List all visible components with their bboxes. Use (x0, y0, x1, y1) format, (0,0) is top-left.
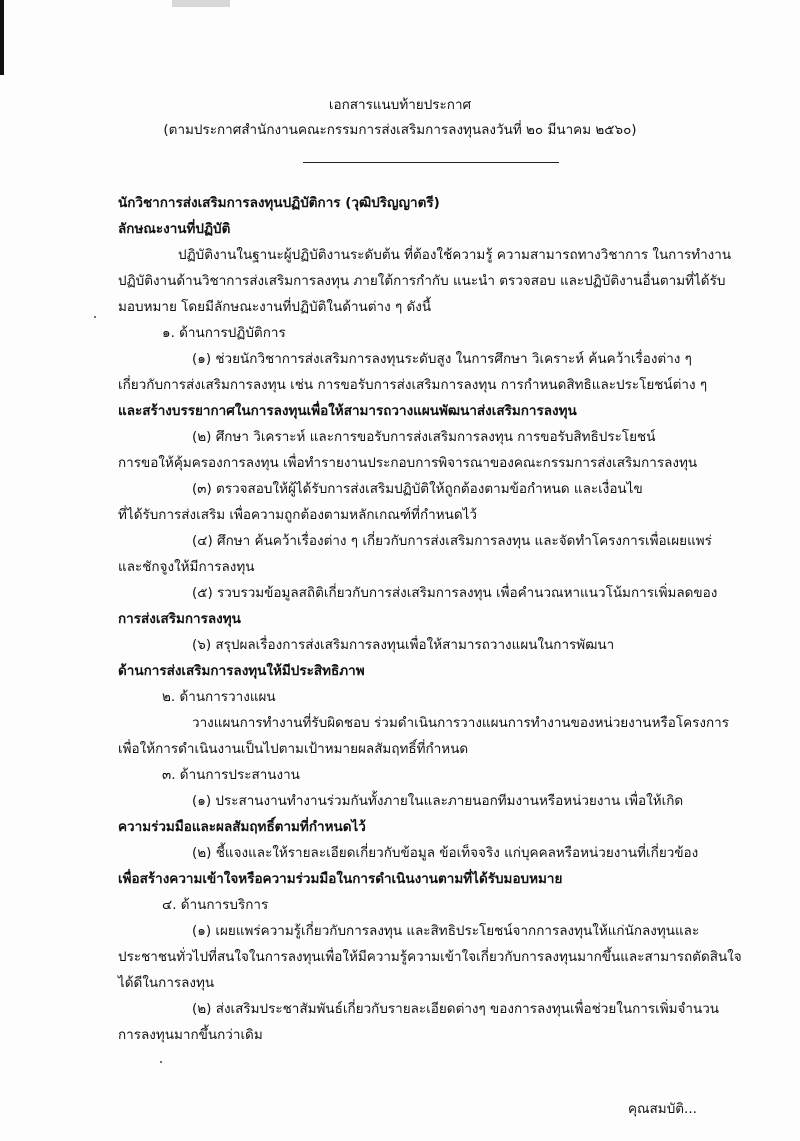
item-line: ที่ได้รับการส่งเสริม เพื่อความถูกต้องตามหลักเกณฑ์ที่กำหนดไว้ (118, 507, 477, 523)
item-line: ความร่วมมือและผลสัมฤทธิ์ตามที่กำหนดไว้ (118, 819, 366, 835)
section-heading: ๓. ด้านการประสานงาน (162, 767, 300, 783)
scan-speck (160, 1061, 162, 1063)
item-line: เพื่อให้การดำเนินงานเป็นไปตามเป้าหมายผลสัมฤทธิ์ที่กำหนด (118, 741, 469, 757)
intro-line: มอบหมาย โดยมีลักษณะงานที่ปฏิบัติในด้านต่าง ๆ ดังนี้ (118, 299, 432, 315)
item-line: (๒) ส่งเสริมประชาสัมพันธ์เกี่ยวกับรายละเอียดต่างๆ ของการลงทุนเพื่อช่วยในการเพิ่มจำนวน (192, 1001, 720, 1017)
item-line: (๑) เผยแพร่ความรู้เกี่ยวกับการลงทุน และสิทธิประโยชน์จากการลงทุนให้แก่นักลงทุนและ (192, 923, 700, 939)
item-line: เพื่อสร้างความเข้าใจหรือความร่วมมือในการดำเนินงานตามที่ได้รับมอบหมาย (118, 871, 563, 887)
item-line: (๖) สรุปผลเรื่องการส่งเสริมการลงทุนเพื่อให้สามารถวางแผนในการพัฒนา (192, 637, 615, 653)
item-line: วางแผนการทำงานที่รับผิดชอบ ร่วมดำเนินการวางแผนการทำงานของหน่วยงานหรือโครงการ (192, 715, 729, 731)
item-line: ประชาชนทั่วไปที่สนใจในการลงทุนเพื่อให้มีความรู้ความเข้าใจเกี่ยวกับการลงทุนมากขึ้นและสามารถตัดสินใจ (118, 949, 742, 965)
item-line: ได้ดีในการลงทุน (118, 975, 215, 991)
document-title: เอกสารแนบท้ายประกาศ (328, 97, 472, 113)
item-line: การส่งเสริมการลงทุน (118, 611, 241, 627)
duties-heading: ลักษณะงานที่ปฏิบัติ (118, 221, 231, 237)
item-line: ด้านการส่งเสริมการลงทุนให้มีประสิทธิภาพ (118, 663, 365, 679)
item-line: การลงทุนมากขึ้นกว่าเดิม (118, 1027, 263, 1043)
title-divider (303, 162, 559, 163)
continuation-note: คุณสมบัติ... (628, 1101, 697, 1117)
item-line: เกี่ยวกับการส่งเสริมการลงทุน เช่น การขอรับการส่งเสริมการลงทุน การกำหนดสิทธิและประโยชน์ต่าง ๆ (118, 377, 708, 393)
item-line: และชักจูงให้มีการลงทุน (118, 559, 255, 575)
item-line: (๒) ศึกษา วิเคราะห์ และการขอรับการส่งเสริมการลงทุน การขอรับสิทธิประโยชน์ (192, 429, 656, 445)
document-subtitle: (ตามประกาศสำนักงานคณะกรรมการส่งเสริมการลงทุนลงวันที่ ๒๐ มีนาคม ๒๕๖๐) (163, 122, 637, 138)
item-line: (๔) ศึกษา ค้นคว้าเรื่องต่าง ๆ เกี่ยวกับการส่งเสริมการลงทุน และจัดทำโครงการเพื่อเผยแพร่ (192, 533, 712, 549)
section-heading: ๔. ด้านการบริการ (162, 897, 269, 913)
item-line: การขอให้คุ้มครองการลงทุน เพื่อทำรายงานประกอบการพิจารณาของคณะกรรมการส่งเสริมการลงทุน (118, 455, 698, 471)
section-heading: ๒. ด้านการวางแผน (162, 689, 276, 705)
scan-speck (94, 316, 96, 318)
item-line: (๕) รวบรวมข้อมูลสถิติเกี่ยวกับการส่งเสริมการลงทุน เพื่อคำนวณหาแนวโน้มการเพิ่มลดของ (192, 585, 718, 601)
intro-line: ปฏิบัติงานในฐานะผู้ปฏิบัติงานระดับต้น ที่ต้องใช้ความรู้ ความสามารถทางวิชาการ ในการทำงาน (178, 247, 732, 263)
intro-line: ปฏิบัติงานด้านวิชาการส่งเสริมการลงทุน ภายใต้การกำกับ แนะนำ ตรวจสอบ และปฏิบัติงานอื่นตามที่ได้รับ (118, 273, 726, 289)
item-line: และสร้างบรรยากาศในการลงทุนเพื่อให้สามารถวางแผนพัฒนาส่งเสริมการลงทุน (118, 403, 577, 419)
item-line: (๒) ชี้แจงและให้รายละเอียดเกี่ยวกับข้อมูล ข้อเท็จจริง แก่บุคคลหรือหน่วยงานที่เกี่ยวข้อง (192, 845, 699, 861)
section-heading: ๑. ด้านการปฏิบัติการ (162, 325, 286, 341)
position-title: นักวิชาการส่งเสริมการลงทุนปฏิบัติการ (วุฒิปริญญาตรี) (118, 195, 440, 211)
item-line: (๑) ประสานงานทำงานร่วมกันทั้งภายในและภายนอกทีมงานหรือหน่วยงาน เพื่อให้เกิด (192, 793, 684, 809)
item-line: (๓) ตรวจสอบให้ผู้ได้รับการส่งเสริมปฏิบัติให้ถูกต้องตามข้อกำหนด และเงื่อนไข (192, 481, 643, 497)
item-line: (๑) ช่วยนักวิชาการส่งเสริมการลงทุนระดับสูง ในการศึกษา วิเคราะห์ ค้นคว้าเรื่องต่าง ๆ (192, 351, 692, 367)
